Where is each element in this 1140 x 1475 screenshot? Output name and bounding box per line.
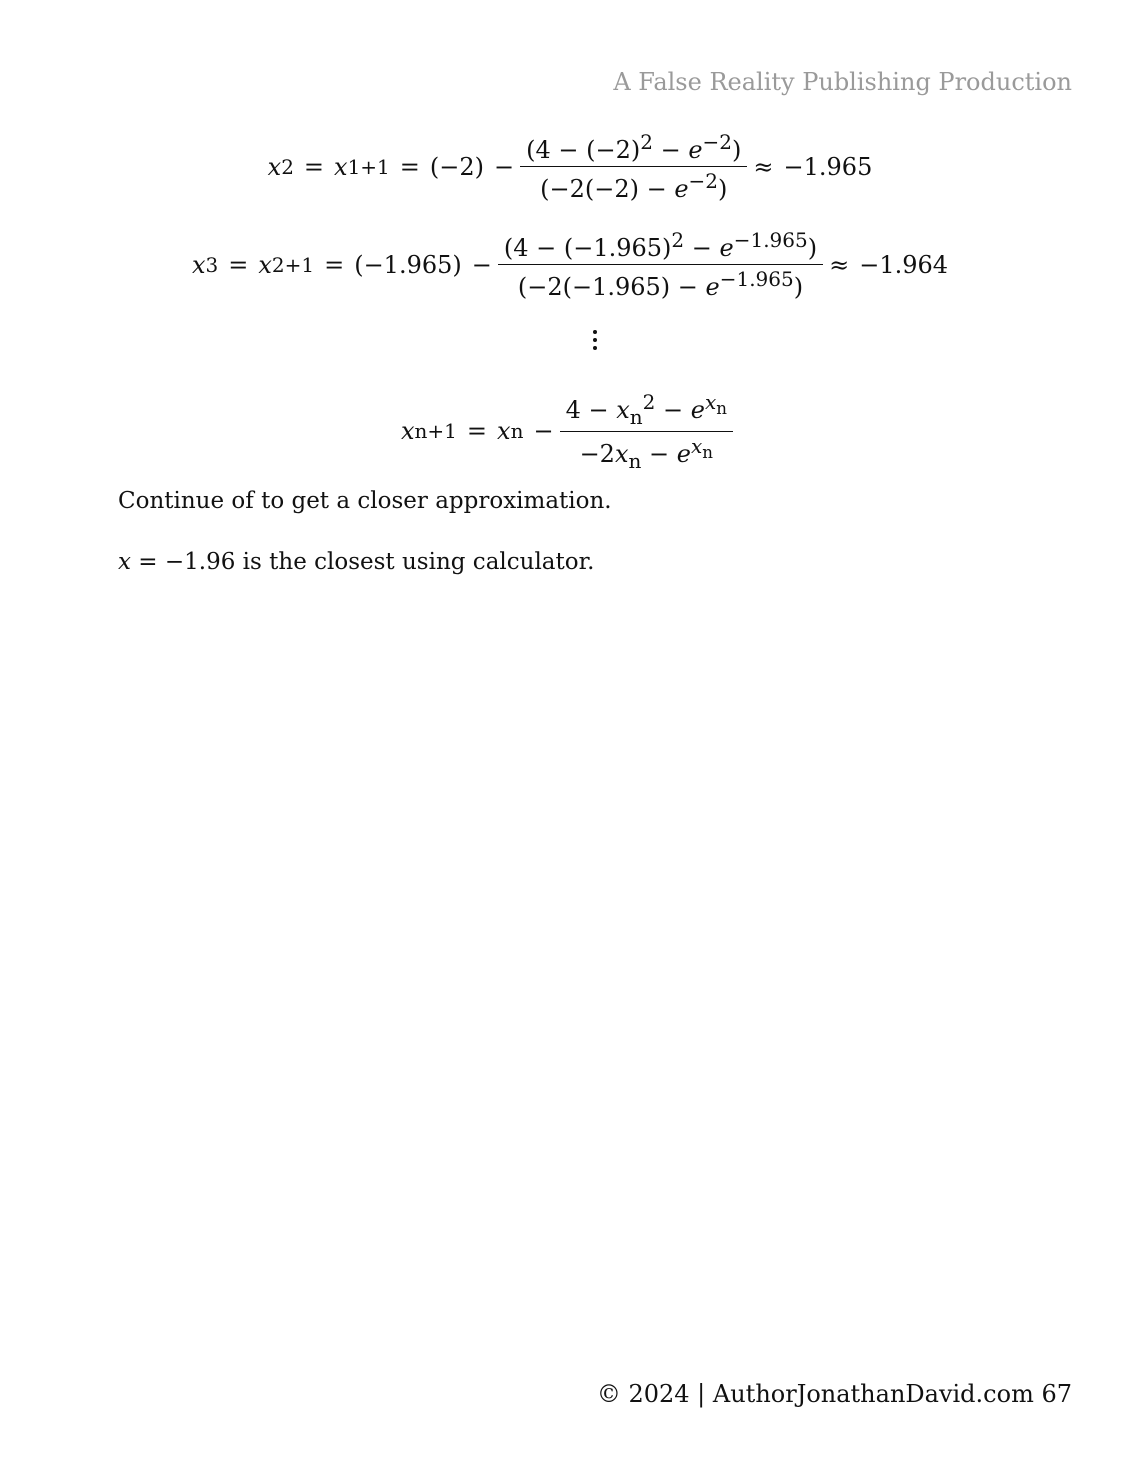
var-x: x [267, 152, 282, 181]
fraction [498, 228, 823, 301]
newton-general-formula [0, 390, 1140, 473]
result-value: −1.964 [859, 250, 949, 279]
equals-sign: = [399, 152, 420, 181]
numerator: $(4 - (-2)^2 - e^{-2})$ [526, 130, 742, 164]
denominator: $(-2(-1.965) - e^{-1.965})$ [517, 267, 804, 301]
subscript: 3 [205, 252, 219, 277]
numerator: $4 - x_n^2 - e^{x_n}$ [565, 390, 727, 429]
denominator: $-2x_n - e^{x_n}$ [579, 433, 713, 473]
equals-sign: = [228, 250, 249, 279]
var-x: x [497, 417, 511, 446]
subscript: 2+1 [271, 252, 315, 277]
fraction [560, 390, 733, 473]
previous-value: (−2) [429, 152, 485, 181]
subscript: n+1 [414, 419, 457, 444]
numerator: $(4 - (-1.965)^2 - e^{-1.965})$ [503, 228, 818, 262]
answer-variable: x [118, 549, 131, 575]
equals-sign: = [303, 152, 325, 181]
fraction [520, 130, 747, 203]
minus-sign: − [494, 152, 515, 181]
page-header: A False Reality Publishing Production [613, 68, 1072, 96]
equals-sign: = [324, 250, 345, 279]
approx-sign: ≈ [829, 250, 850, 279]
vertical-ellipsis [590, 330, 600, 350]
subscript: n [510, 419, 524, 444]
answer-paragraph [118, 549, 594, 575]
subscript: 1+1 [347, 154, 390, 179]
continue-paragraph: Continue of to get a closer approximation. [118, 488, 612, 514]
answer-value: = −1.96 [130, 549, 236, 575]
var-x: x [334, 152, 348, 181]
equals-sign: = [466, 417, 488, 446]
var-x: x [258, 250, 272, 279]
approx-sign: ≈ [753, 152, 774, 181]
answer-text: is the closest using calculator. [235, 549, 595, 575]
minus-sign: − [471, 250, 492, 279]
var-x: x [401, 417, 415, 446]
newton-iteration-x2 [0, 130, 1140, 203]
minus-sign: − [533, 417, 554, 446]
var-x: x [191, 250, 206, 279]
previous-value: (−1.965) [354, 250, 462, 279]
newton-iteration-x3 [0, 228, 1140, 301]
page-footer: © 2024 | AuthorJonathanDavid.com 67 [596, 1380, 1072, 1408]
denominator: $(-2(-2) - e^{-2})$ [540, 169, 728, 203]
subscript: 2 [281, 154, 294, 179]
result-value: −1.965 [783, 152, 873, 181]
